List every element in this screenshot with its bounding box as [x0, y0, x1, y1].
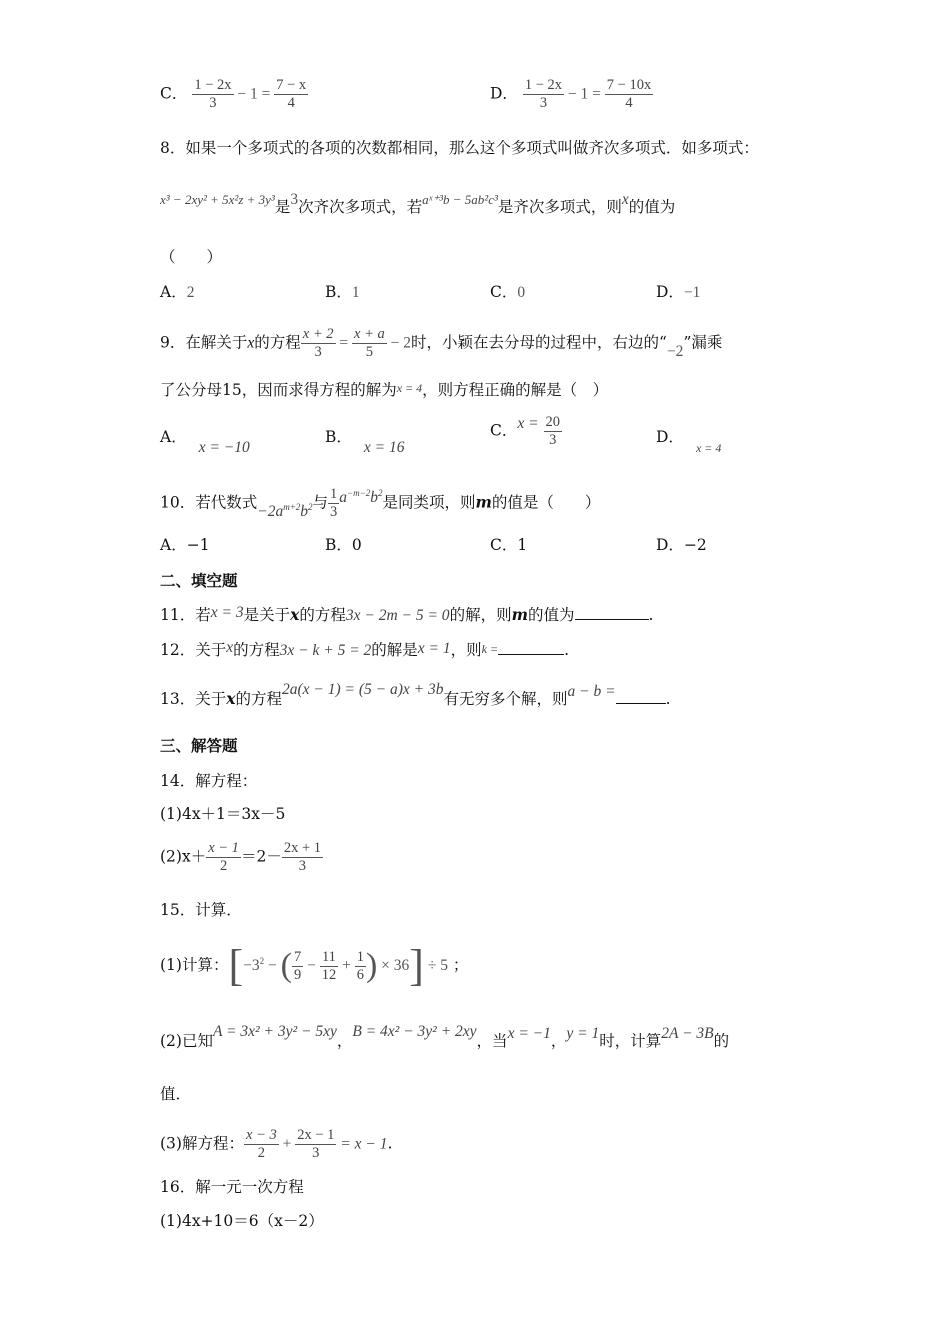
answer-blank[interactable] — [616, 689, 666, 704]
fraction: $\frac{20}{3}$ — [545, 414, 561, 448]
fraction: $\frac{x + 2}{3}$ — [302, 326, 334, 360]
q9-line2: 了公分母15，因而求得方程的解为x = 4，则方程正确的解是（ ） — [160, 381, 609, 399]
fraction: $\frac{x - 1}{2}$ — [208, 840, 239, 874]
q9-line1: 9．在解关于x的方程 $\frac{x + 2}{3}$ = $\frac{x + a}{5}$ − 2时，小颖在去分母的过程中，右边的“−2”漏乘 — [160, 326, 723, 360]
q9-option-c: C．x = $\frac{20}{3}$ — [490, 414, 561, 448]
q8-line1: 8．如果一个多项式的各项的次数都相同，那么这个多项式叫做齐次多项式．如多项式： — [160, 139, 759, 157]
q12-line: 12．关于x的方程3x − k + 5 = 2的解是x = 1，则k = . — [160, 639, 570, 659]
q13-line: 13．关于x的方程2a(x − 1) = (5 − a)x + 3b有无穷多个解，则a − b = . — [160, 681, 671, 708]
q10-option-d: D．−2 — [656, 536, 707, 554]
q14-part2: (2)x＋ $\frac{x - 1}{2}$ ＝2－ $\frac{2x + 1}{3}$ — [160, 840, 321, 874]
fraction: $\frac{11}{12}$ — [321, 948, 337, 983]
q15-part2-line2: 值． — [160, 1085, 192, 1103]
option-label: D． — [490, 84, 518, 103]
q10-option-a: A．−1 — [160, 536, 210, 554]
q7-option-c: C． $\frac{1 - 2x}{3}$ − 1 = $\frac{7 - x}{4}$ — [160, 77, 307, 111]
q14-part1: (1)4x＋1＝3x－5 — [160, 805, 286, 823]
q14-title: 14．解方程： — [160, 772, 258, 790]
q8-paren: （ ） — [160, 248, 223, 266]
answer-blank[interactable] — [575, 605, 649, 620]
section-heading-fill-blank: 二、填空题 — [160, 571, 238, 590]
fraction: $\frac{1 - 2x}{3}$ — [524, 77, 563, 111]
q7-option-d: D． $\frac{1 - 2x}{3}$ − 1 = $\frac{7 - 10x}{4}$ — [490, 77, 652, 111]
q9-option-a: A．x = −10 — [160, 428, 250, 456]
fraction: $\frac{x - 3}{2}$ — [245, 1127, 277, 1161]
fraction: $\frac{7}{9}$ — [293, 948, 302, 983]
answer-blank[interactable] — [498, 640, 564, 655]
fraction: $\frac{1}{3}$ — [330, 486, 338, 520]
fraction: $\frac{x + a}{5}$ — [354, 326, 385, 360]
fraction: $\frac{2x - 1}{3}$ — [297, 1127, 335, 1161]
fraction: $\frac{1}{6}$ — [356, 948, 364, 983]
fraction: $\frac{1 - 2x}{3}$ — [194, 77, 232, 111]
q8-option-a: A．2 — [160, 283, 195, 301]
math-expr: x³ − 2xy² + 5x²z + 3y³ — [160, 192, 275, 207]
q9-option-d: D．$_{x = 4}$ — [656, 428, 722, 455]
q16-title: 16．解一元一次方程 — [160, 1178, 304, 1196]
q15-part1: (1)计算：[$-3^2$ − ( $\frac{7}{9}$ − $\frac{11}{12}$ + $\frac{1}{6}$ ) × 36] ÷ 5 ； — [160, 941, 469, 991]
option-label: C． — [160, 84, 188, 103]
q9-option-b: B．x = 16 — [325, 428, 405, 456]
q10-option-b: B．0 — [325, 536, 362, 554]
q8-option-d: D．−1 — [656, 283, 701, 301]
q8-option-c: C．0 — [490, 283, 526, 301]
math-expr: aˣ⁺³b − 5ab²c³ — [422, 192, 498, 207]
q8-option-b: B．1 — [325, 283, 360, 301]
q10-option-c: C．1 — [490, 536, 528, 554]
q15-title: 15．计算． — [160, 901, 242, 919]
fraction: $\frac{7 - 10x}{4}$ — [606, 77, 652, 111]
q15-part3: (3)解方程： $\frac{x - 3}{2}$ + $\frac{2x - 1}{3}$ = x − 1. — [160, 1127, 393, 1161]
section-heading-solve: 三、解答题 — [160, 736, 238, 755]
q11-line: 11．若x = 3是关于x的方程3x − 2m − 5 = 0的解，则m的值为 . — [160, 604, 654, 624]
q15-part2: (2)已知A = 3x² + 3y² − 5xy，B = 4x² − 3y² + 2xy，当x = −1，y = 1时，计算2A − 3B的 — [160, 1023, 730, 1050]
fraction: $\frac{2x + 1}{3}$ — [283, 840, 321, 874]
q16-part1: (1)4x+10＝6（x－2） — [160, 1212, 324, 1230]
q8-line2: $^{x^3 - 2xy^2 + 5x^2z + 3y^3}$是3次齐次多项式，若$^{aˣ^{+3}b - 5ab^2c^3}$是齐次多项式，则x的值为 — [160, 191, 676, 216]
q10-line: 10．若代数式$-2a^{m+2}b^2$与 $\frac{1}{3}$ $a^{-m-2}b^2$是同类项，则m的值是（ ） — [160, 486, 601, 520]
fraction: $\frac{7 - x}{4}$ — [276, 77, 307, 111]
